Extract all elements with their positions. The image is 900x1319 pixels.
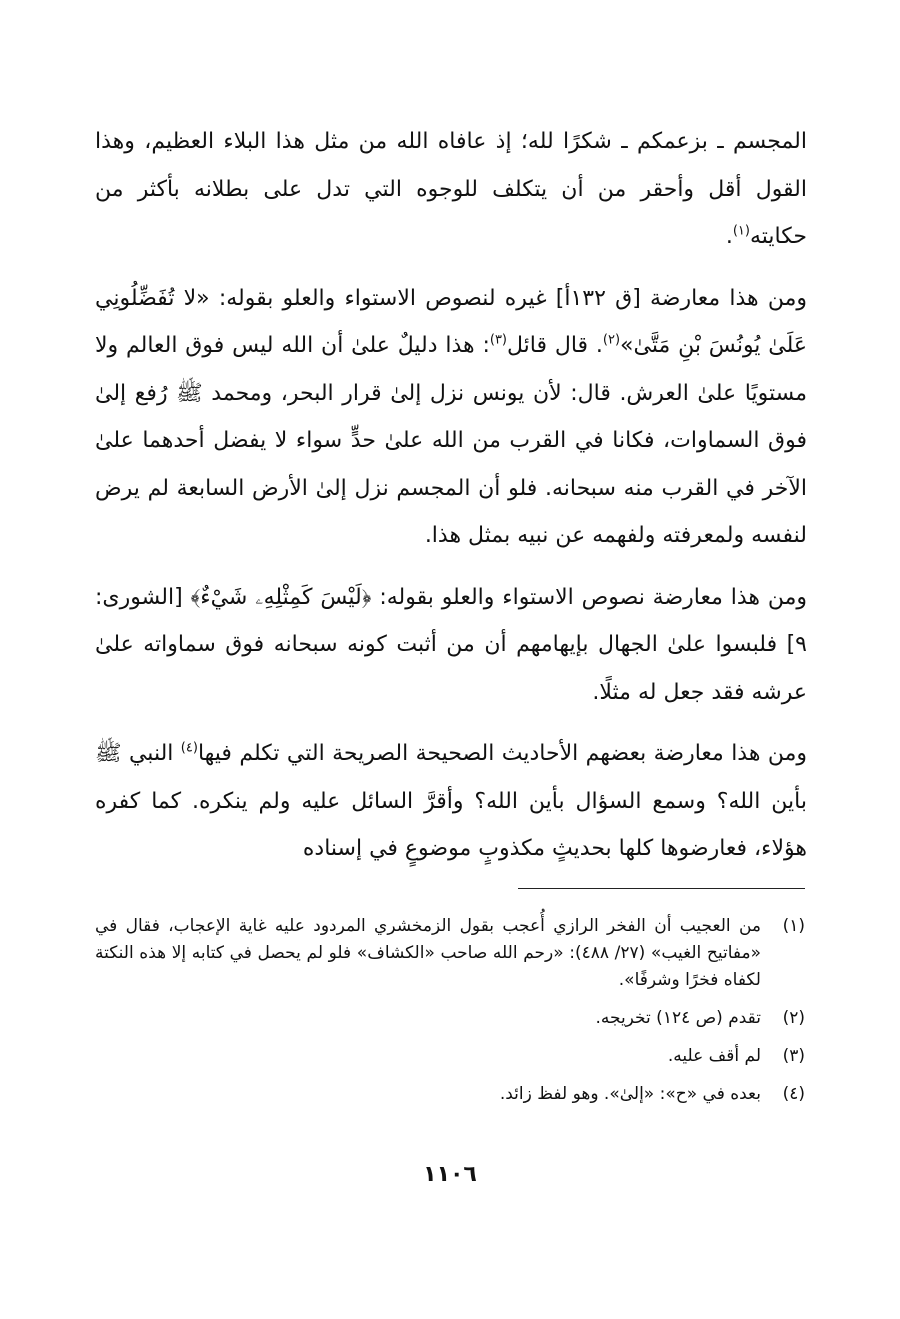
paragraph <box>95 574 807 717</box>
paragraph <box>95 730 807 873</box>
footnote-number: (١) <box>782 916 805 936</box>
paragraph <box>95 275 807 560</box>
footnote-text: لم أقف عليه. <box>667 1046 761 1066</box>
footnote-text: بعده في «ح»: «إلىٰ». وهو لفظ زائد. <box>499 1084 761 1104</box>
paragraph-text: ومن هذا معارضة نصوص الاستواء والعلو بقوله: ﴿لَيْسَ كَمِثْلِهِۦ شَيْءٌ﴾ [الشورى: ٩] فلبسوا علىٰ الجهال بإيهامهم أن من أثبت كونه سبحانه فوق سماواته علىٰ عرشه فقد جعل له مثلًا. <box>95 584 807 705</box>
main-text <box>95 118 807 873</box>
paragraph-text: ومن هذا معارضة بعضهم الأحاديث الصحيحة الصريحة التي تكلم فيها <box>197 741 807 766</box>
footnotes <box>95 913 805 1119</box>
footnote-reference: (٤) <box>180 740 198 756</box>
footnote <box>95 1081 805 1108</box>
footnote-number: (٢) <box>782 1008 805 1028</box>
footnote-number: (٣) <box>782 1046 805 1066</box>
footnote-reference: (٣) <box>489 332 507 348</box>
footnote <box>95 1005 805 1032</box>
paragraph-text: النبي ﷺ بأين الله؟ وسمع السؤال بأين الله؟ وأقرَّ السائل عليه ولم ينكره. كما كفره هؤلاء، فعارضوها كلها بحديثٍ مكذوبٍ موضوعٍ في إسناده <box>95 741 807 861</box>
footnote-reference: (١) <box>732 223 750 239</box>
paragraph-text: . قال قائل <box>507 333 603 358</box>
footnote-reference: (٢) <box>602 332 621 348</box>
footnote-number: (٤) <box>782 1084 805 1104</box>
footnote <box>95 1043 805 1070</box>
page-number: ١١٠٦ <box>423 1162 477 1187</box>
footnote <box>95 913 805 994</box>
paragraph-text: . <box>725 224 733 249</box>
footnote-separator <box>518 888 805 889</box>
paragraph <box>95 118 807 261</box>
paragraph-text: المجسم ـ بزعمكم ـ شكرًا لله؛ إذ عافاه الله من مثل هذا البلاء العظيم، وهذا القول أقل وأحقر من أن يتكلف للوجوه التي تدل على بطلانه بأكثر من حكايته <box>95 129 807 249</box>
footnote-text: تقدم (ص ١٢٤) تخريجه. <box>595 1008 761 1028</box>
paragraph-text: : هذا دليلٌ علىٰ أن الله ليس فوق العالم ولا مستويًا علىٰ العرش. قال: لأن يونس نزل إلىٰ قرار البحر، ومحمد ﷺ رُفع إلىٰ فوق السماوات، فكانا في القرب من الله علىٰ حدٍّ سواء لا يفضل أحدهما علىٰ الآخر في القرب منه سبحانه. فلو أن المجسم نزل إلىٰ الأرض السابعة لم يرض لنفسه ولمعرفته ولفهمه عن نبيه بمثل هذا. <box>95 333 807 548</box>
footnote-text: من العجيب أن الفخر الرازي أُعجب بقول الزمخشري المردود عليه غاية الإعجاب، فقال في «مفاتيح الغيب» (٢٧/ ٤٨٨): «رحم الله صاحب «الكشاف» فلو لم يحصل في كتابه إلا هذه النكتة لكفاه فخرًا وشرفًا». <box>95 916 761 990</box>
paragraph-text: ومن هذا معارضة [ق ١٣٢أ] غيره لنصوص الاستواء والعلو بقوله: «لا تُفَضِّلُونِي عَلَىٰ يُونُسَ بْنِ مَتَّىٰ» <box>95 285 808 358</box>
